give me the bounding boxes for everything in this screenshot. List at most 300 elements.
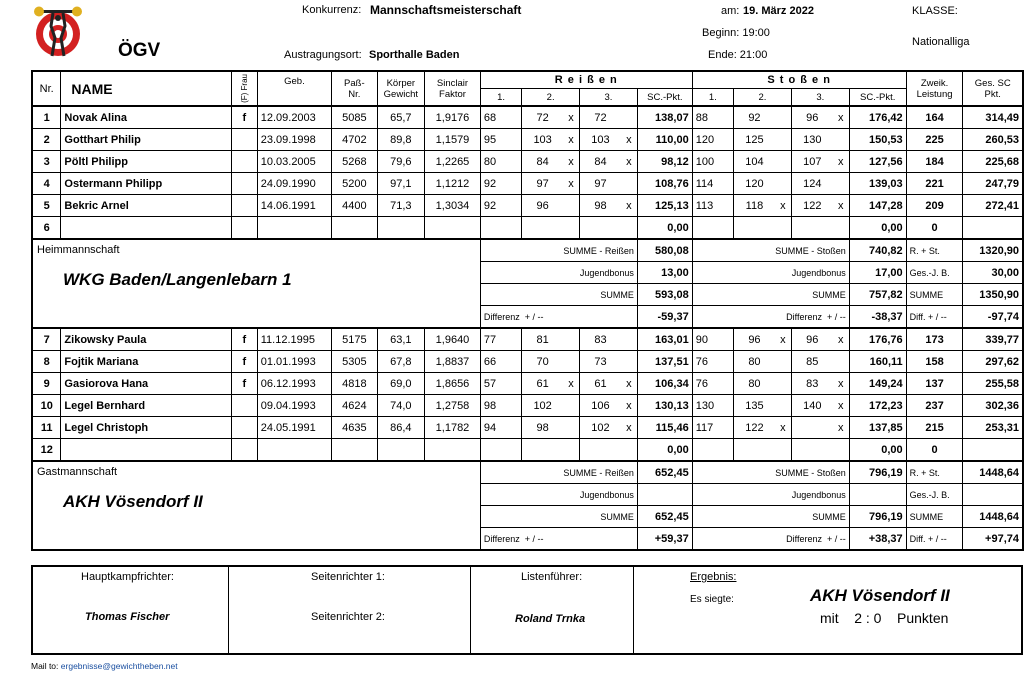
snatch-3-fail <box>621 217 638 240</box>
col-r3: 3. <box>580 89 638 107</box>
athlete-pass-nr: 5305 <box>332 351 377 373</box>
athlete-sinclair: 1,9640 <box>425 328 481 351</box>
bonus-total <box>963 484 1023 506</box>
athlete-row <box>32 173 1023 195</box>
total-sc-points: 253,31 <box>963 417 1023 439</box>
sum-cj: 740,82 <box>849 239 906 262</box>
col-sinclair <box>425 71 481 106</box>
athlete-birthdate: 11.12.1995 <box>257 328 331 351</box>
sum-snatch-label: SUMME - Reißen <box>480 461 637 484</box>
athlete-sinclair: 1,1782 <box>425 417 481 439</box>
bonus-total-label: Ges.-J. B. <box>906 262 963 284</box>
cj-2-fail <box>775 373 792 395</box>
col-ssc: SC.-Pkt. <box>849 89 906 107</box>
bonus-cj <box>849 484 906 506</box>
athlete-nr: 11 <box>32 417 61 439</box>
snatch-3: 61 <box>580 373 621 395</box>
athlete-bodyweight: 79,6 <box>377 151 425 173</box>
snatch-sc-points: 130,13 <box>637 395 692 417</box>
cj-3-fail <box>833 351 850 373</box>
team-info <box>32 239 480 328</box>
snatch-sc-points: 106,34 <box>637 373 692 395</box>
col-s1: 1. <box>692 89 733 107</box>
cj-3-fail: x <box>833 106 850 129</box>
cj-3-fail <box>833 129 850 151</box>
athlete-name: Legel Christoph <box>61 417 231 439</box>
athlete-name: Gasiorova Hana <box>61 373 231 395</box>
cj-sc-points: 137,85 <box>849 417 906 439</box>
mail-link[interactable]: ergebnisse@gewichtheben.net <box>60 661 178 671</box>
cj-1: 120 <box>692 129 733 151</box>
seitenrichter1-label: Seitenrichter 1: <box>311 571 385 583</box>
snatch-2-fail <box>563 395 580 417</box>
athlete-sinclair: 1,2758 <box>425 395 481 417</box>
snatch-1: 80 <box>480 151 521 173</box>
cj-sc-points: 172,23 <box>849 395 906 417</box>
snatch-3-fail <box>621 351 638 373</box>
snatch-3: 98 <box>580 195 621 217</box>
snatch-3: 83 <box>580 328 621 351</box>
bonus-cj-label: Jugendbonus <box>692 484 849 506</box>
bonus-snatch-label: Jugendbonus <box>480 262 637 284</box>
hauptkampfrichter-cell <box>33 567 229 653</box>
col-zweik <box>906 71 963 106</box>
athlete-female-flag: f <box>231 328 257 351</box>
total-lifted: 158 <box>906 351 963 373</box>
sum-total-label: R. + St. <box>906 461 963 484</box>
cj-sc-points: 0,00 <box>849 217 906 240</box>
col-nr: Nr. <box>32 71 61 106</box>
cj-1: 130 <box>692 395 733 417</box>
athlete-name: Pöltl Philipp <box>61 151 231 173</box>
snatch-2-fail: x <box>563 106 580 129</box>
summe-cj: 796,19 <box>849 506 906 528</box>
col-frau-label: (F) Frau <box>239 74 249 103</box>
diff-total-label: Diff. + / -- <box>906 528 963 551</box>
athlete-birthdate: 10.03.2005 <box>257 151 331 173</box>
date-value: 19. März 2022 <box>743 5 814 17</box>
total-lifted: 237 <box>906 395 963 417</box>
snatch-3: 72 <box>580 106 621 129</box>
total-sc-points <box>963 439 1023 462</box>
snatch-3: 102 <box>580 417 621 439</box>
athlete-female-flag: f <box>231 106 257 129</box>
diff-total: +97,74 <box>963 528 1023 551</box>
sum-cj: 796,19 <box>849 461 906 484</box>
ergebnis-cell <box>634 567 1021 653</box>
cj-1: 117 <box>692 417 733 439</box>
total-lifted: 215 <box>906 417 963 439</box>
cj-3: 140 <box>791 395 832 417</box>
bonus-cj-label: Jugendbonus <box>692 262 849 284</box>
summe-total: 1350,90 <box>963 284 1023 306</box>
col-koerper-1: Körper <box>386 77 416 89</box>
sum-total: 1448,64 <box>963 461 1023 484</box>
athlete-pass-nr: 5085 <box>332 106 377 129</box>
athlete-nr: 4 <box>32 173 61 195</box>
snatch-2: 98 <box>522 417 563 439</box>
seitenrichter2-label: Seitenrichter 2: <box>311 611 385 623</box>
cj-3 <box>791 439 832 462</box>
athlete-nr: 3 <box>32 151 61 173</box>
col-reissen: R e i ß e n <box>480 71 692 89</box>
athlete-name: Gotthart Philip <box>61 129 231 151</box>
cj-3-fail: x <box>833 373 850 395</box>
cj-3 <box>791 417 832 439</box>
cj-sc-points: 150,53 <box>849 129 906 151</box>
cj-2: 135 <box>734 395 775 417</box>
snatch-3-fail: x <box>621 129 638 151</box>
summe-total: 1448,64 <box>963 506 1023 528</box>
bonus-snatch <box>637 484 692 506</box>
total-lifted: 0 <box>906 439 963 462</box>
cj-2: 125 <box>734 129 775 151</box>
athlete-pass-nr: 5200 <box>332 173 377 195</box>
athlete-row <box>32 217 1023 240</box>
athlete-pass-nr: 4818 <box>332 373 377 395</box>
athlete-row <box>32 129 1023 151</box>
cj-3: 124 <box>791 173 832 195</box>
athlete-sinclair: 1,2265 <box>425 151 481 173</box>
col-r1: 1. <box>480 89 521 107</box>
total-sc-points: 314,49 <box>963 106 1023 129</box>
athlete-row <box>32 395 1023 417</box>
ort-label: Austragungsort: <box>284 49 362 61</box>
athlete-female-flag <box>231 217 257 240</box>
winner-name: AKH Vösendorf II <box>810 586 950 605</box>
oegv-logo <box>33 4 83 62</box>
snatch-2 <box>522 439 563 462</box>
athlete-female-flag <box>231 395 257 417</box>
snatch-2: 81 <box>522 328 563 351</box>
athlete-nr: 10 <box>32 395 61 417</box>
athlete-bodyweight <box>377 439 425 462</box>
athlete-bodyweight: 67,8 <box>377 351 425 373</box>
seitenrichter-cell <box>229 567 471 653</box>
athlete-row <box>32 328 1023 351</box>
snatch-3-fail: x <box>621 395 638 417</box>
snatch-3: 73 <box>580 351 621 373</box>
cj-2-fail <box>775 351 792 373</box>
cj-2: 122 <box>734 417 775 439</box>
col-frau <box>231 71 257 106</box>
snatch-3-fail: x <box>621 417 638 439</box>
col-gessc-2: Pkt. <box>984 88 1001 100</box>
cj-2-fail: x <box>775 328 792 351</box>
total-lifted: 137 <box>906 373 963 395</box>
col-s2: 2. <box>734 89 792 107</box>
summe-snatch: 652,45 <box>637 506 692 528</box>
cj-sc-points: 127,56 <box>849 151 906 173</box>
athlete-female-flag <box>231 417 257 439</box>
cj-sc-points: 0,00 <box>849 439 906 462</box>
cj-3: 122 <box>791 195 832 217</box>
athlete-birthdate: 12.09.2003 <box>257 106 331 129</box>
cj-2-fail <box>775 106 792 129</box>
cj-2-fail: x <box>775 417 792 439</box>
snatch-sc-points: 0,00 <box>637 217 692 240</box>
athlete-row <box>32 439 1023 462</box>
cj-3: 130 <box>791 129 832 151</box>
cj-2-fail <box>775 129 792 151</box>
diff-snatch: -59,37 <box>637 306 692 329</box>
snatch-2 <box>522 217 563 240</box>
team-name: AKH Vösendorf II <box>63 492 203 511</box>
snatch-2: 61 <box>522 373 563 395</box>
konkurrenz-label: Konkurrenz: <box>302 4 362 16</box>
athlete-name: Zikowsky Paula <box>61 328 231 351</box>
col-s3: 3. <box>791 89 849 107</box>
sum-snatch: 652,45 <box>637 461 692 484</box>
diff-cj: +38,37 <box>849 528 906 551</box>
athlete-sinclair: 1,9176 <box>425 106 481 129</box>
cj-3: 85 <box>791 351 832 373</box>
snatch-2-fail <box>563 351 580 373</box>
cj-3-fail: x <box>833 195 850 217</box>
cj-1 <box>692 217 733 240</box>
athlete-sinclair: 1,8837 <box>425 351 481 373</box>
diff-cj-label: Differenz + / -- <box>692 528 849 551</box>
athlete-bodyweight: 97,1 <box>377 173 425 195</box>
snatch-2-fail: x <box>563 151 580 173</box>
col-koerper-2: Gewicht <box>383 88 418 100</box>
athlete-sinclair: 1,3034 <box>425 195 481 217</box>
cj-1: 76 <box>692 351 733 373</box>
snatch-3-fail <box>621 173 638 195</box>
athlete-female-flag <box>231 439 257 462</box>
snatch-sc-points: 108,76 <box>637 173 692 195</box>
snatch-1: 68 <box>480 106 521 129</box>
total-sc-points: 272,41 <box>963 195 1023 217</box>
total-sc-points: 297,62 <box>963 351 1023 373</box>
total-lifted: 184 <box>906 151 963 173</box>
klasse-value: Nationalliga <box>912 36 970 48</box>
snatch-3-fail: x <box>621 195 638 217</box>
athlete-bodyweight <box>377 217 425 240</box>
cj-3: 83 <box>791 373 832 395</box>
snatch-2-fail <box>563 217 580 240</box>
athlete-name: Ostermann Philipp <box>61 173 231 195</box>
snatch-2-fail: x <box>563 173 580 195</box>
col-pass-1: Paß- <box>344 77 365 89</box>
cj-3-fail: x <box>833 417 850 439</box>
mail-line <box>31 661 178 671</box>
cj-3: 107 <box>791 151 832 173</box>
cj-sc-points: 147,28 <box>849 195 906 217</box>
summe-total-label: SUMME <box>906 284 963 306</box>
snatch-3: 103 <box>580 129 621 151</box>
cj-1: 88 <box>692 106 733 129</box>
cj-sc-points: 160,11 <box>849 351 906 373</box>
athlete-sinclair: 1,8656 <box>425 373 481 395</box>
snatch-2-fail <box>563 195 580 217</box>
athlete-bodyweight: 71,3 <box>377 195 425 217</box>
snatch-1: 66 <box>480 351 521 373</box>
diff-cj-label: Differenz + / -- <box>692 306 849 329</box>
cj-3-fail: x <box>833 328 850 351</box>
snatch-2: 97 <box>522 173 563 195</box>
athlete-pass-nr: 4635 <box>332 417 377 439</box>
athlete-nr: 5 <box>32 195 61 217</box>
athlete-name: Fojtik Mariana <box>61 351 231 373</box>
cj-2-fail: x <box>775 195 792 217</box>
snatch-3-fail <box>621 106 638 129</box>
athlete-birthdate: 06.12.1993 <box>257 373 331 395</box>
athlete-bodyweight: 74,0 <box>377 395 425 417</box>
cj-2-fail <box>775 151 792 173</box>
total-lifted: 173 <box>906 328 963 351</box>
cj-2 <box>734 439 775 462</box>
athlete-name: Legel Bernhard <box>61 395 231 417</box>
athlete-bodyweight: 65,7 <box>377 106 425 129</box>
total-sc-points: 339,77 <box>963 328 1023 351</box>
total-lifted: 164 <box>906 106 963 129</box>
snatch-3: 84 <box>580 151 621 173</box>
cj-sc-points: 139,03 <box>849 173 906 195</box>
athlete-row <box>32 195 1023 217</box>
total-sc-points: 225,68 <box>963 151 1023 173</box>
sum-cj-label: SUMME - Stoßen <box>692 239 849 262</box>
athlete-name: Bekric Arnel <box>61 195 231 217</box>
cj-2: 118 <box>734 195 775 217</box>
cj-1: 114 <box>692 173 733 195</box>
athlete-female-flag: f <box>231 373 257 395</box>
col-pass <box>332 71 377 106</box>
athlete-pass-nr: 4624 <box>332 395 377 417</box>
athlete-nr: 9 <box>32 373 61 395</box>
diff-snatch-label: Differenz + / -- <box>480 528 637 551</box>
col-zweik-1: Zweik. <box>920 77 949 89</box>
col-zweik-2: Leistung <box>916 88 953 100</box>
cj-sc-points: 176,76 <box>849 328 906 351</box>
col-sinclair-2: Faktor <box>439 88 466 100</box>
summe-snatch: 593,08 <box>637 284 692 306</box>
sum-snatch-label: SUMME - Reißen <box>480 239 637 262</box>
team-info <box>32 461 480 550</box>
diff-total-label: Diff. + / -- <box>906 306 963 329</box>
total-lifted: 209 <box>906 195 963 217</box>
snatch-3: 106 <box>580 395 621 417</box>
athlete-birthdate: 09.04.1993 <box>257 395 331 417</box>
athlete-female-flag: f <box>231 351 257 373</box>
athlete-row <box>32 151 1023 173</box>
cj-2: 104 <box>734 151 775 173</box>
athlete-birthdate: 14.06.1991 <box>257 195 331 217</box>
snatch-sc-points: 0,00 <box>637 439 692 462</box>
cj-2-fail <box>775 439 792 462</box>
snatch-3-fail: x <box>621 373 638 395</box>
bonus-total: 30,00 <box>963 262 1023 284</box>
col-pass-2: Nr. <box>348 88 361 100</box>
snatch-2-fail: x <box>563 373 580 395</box>
cj-2: 96 <box>734 328 775 351</box>
athlete-nr: 6 <box>32 217 61 240</box>
total-sc-points <box>963 217 1023 240</box>
hauptkampfrichter-name: Thomas Fischer <box>85 611 170 623</box>
athlete-birthdate: 23.09.1998 <box>257 129 331 151</box>
cj-3-fail <box>833 173 850 195</box>
konkurrenz-value: Mannschaftsmeisterschaft <box>370 3 522 17</box>
snatch-3-fail: x <box>621 151 638 173</box>
cj-3-fail: x <box>833 151 850 173</box>
snatch-2: 84 <box>522 151 563 173</box>
cj-3-fail: x <box>833 395 850 417</box>
diff-cj: -38,37 <box>849 306 906 329</box>
athlete-nr: 7 <box>32 328 61 351</box>
col-sinclair-1: Sinclair <box>436 77 469 89</box>
cj-2: 80 <box>734 351 775 373</box>
athlete-row <box>32 373 1023 395</box>
beginn: Beginn: 19:00 <box>702 27 770 39</box>
athlete-birthdate: 01.01.1993 <box>257 351 331 373</box>
athlete-bodyweight: 69,0 <box>377 373 425 395</box>
athlete-birthdate: 24.09.1990 <box>257 173 331 195</box>
col-r2: 2. <box>522 89 580 107</box>
snatch-sc-points: 137,51 <box>637 351 692 373</box>
summary-row-total <box>32 461 1023 484</box>
cj-2 <box>734 217 775 240</box>
total-sc-points: 302,36 <box>963 395 1023 417</box>
athlete-name: Novak Alina <box>61 106 231 129</box>
snatch-3 <box>580 217 621 240</box>
athlete-bodyweight: 63,1 <box>377 328 425 351</box>
athlete-sinclair <box>425 439 481 462</box>
snatch-3: 97 <box>580 173 621 195</box>
diff-snatch-label: Differenz + / -- <box>480 306 637 329</box>
snatch-3-fail <box>621 439 638 462</box>
athlete-nr: 1 <box>32 106 61 129</box>
officials-footer <box>31 565 1023 655</box>
team-name: WKG Baden/Langenlebarn 1 <box>63 270 292 289</box>
summary-row-total <box>32 239 1023 262</box>
listenfuehrer-cell <box>471 567 634 653</box>
date-label: am: <box>721 5 740 17</box>
summe-cj: 757,82 <box>849 284 906 306</box>
snatch-1: 94 <box>480 417 521 439</box>
sum-total-label: R. + St. <box>906 239 963 262</box>
col-gessc <box>963 71 1023 106</box>
total-sc-points: 247,79 <box>963 173 1023 195</box>
total-lifted: 225 <box>906 129 963 151</box>
ort-value: Sporthalle Baden <box>369 49 460 61</box>
summe-cj-label: SUMME <box>692 506 849 528</box>
snatch-sc-points: 115,46 <box>637 417 692 439</box>
cj-2: 92 <box>734 106 775 129</box>
athlete-bodyweight: 89,8 <box>377 129 425 151</box>
cj-2: 80 <box>734 373 775 395</box>
cj-3: 96 <box>791 106 832 129</box>
col-geb: Geb. <box>257 71 331 106</box>
cj-3: 96 <box>791 328 832 351</box>
summe-cj-label: SUMME <box>692 284 849 306</box>
bonus-snatch-label: Jugendbonus <box>480 484 637 506</box>
diff-snatch: +59,37 <box>637 528 692 551</box>
snatch-2: 102 <box>522 395 563 417</box>
snatch-sc-points: 98,12 <box>637 151 692 173</box>
team-role: Gastmannschaft <box>37 466 118 478</box>
team-role: Heimmannschaft <box>37 244 120 256</box>
snatch-2-fail: x <box>563 129 580 151</box>
org-name: ÖGV <box>118 40 161 61</box>
snatch-1: 95 <box>480 129 521 151</box>
summe-total-label: SUMME <box>906 506 963 528</box>
snatch-3 <box>580 439 621 462</box>
athlete-birthdate: 24.05.1991 <box>257 417 331 439</box>
athlete-row <box>32 106 1023 129</box>
total-sc-points: 260,53 <box>963 129 1023 151</box>
summe-snatch-label: SUMME <box>480 284 637 306</box>
athlete-female-flag <box>231 129 257 151</box>
